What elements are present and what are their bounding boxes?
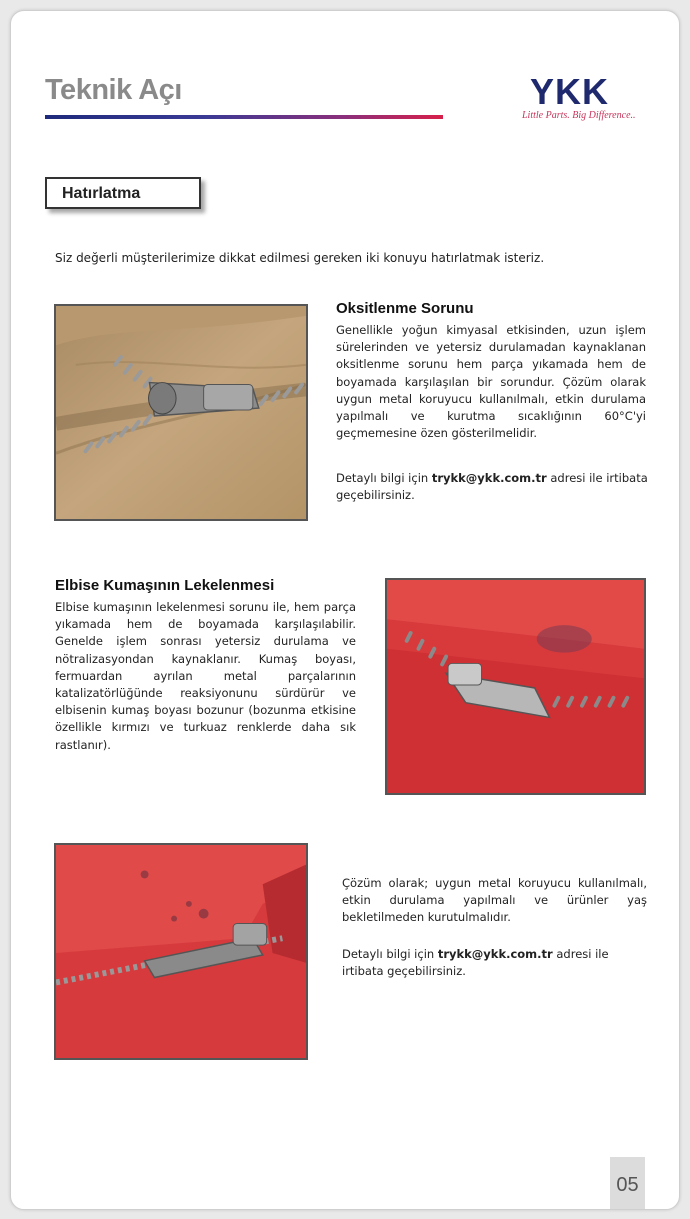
red-zipper-illustration <box>387 580 644 793</box>
solution-contact <box>342 946 647 980</box>
reminder-heading: Hatırlatma <box>62 185 141 202</box>
contact-email-link[interactable]: trykk@ykk.com.tr <box>431 471 547 485</box>
header-gradient-rule <box>45 115 443 119</box>
oxidation-zipper-photo <box>54 304 308 521</box>
staining-body: Elbise kumaşının lekelenmesi sorunu ile, hem parça yıkamada hem de boyamada karşılaşılabilir. Genelde işlem sonrası yetersiz durulama ve nötralizasyondan kaynaklanır. Kumaş boyası, fermuardan ayrılan metal parçalarının katalizatörlüğünde reaksiyonunu sürdürür ve elbisenin kumaş boyası bozunur (bozunma etkisine özellikle kırmızı ve turkuaz renklerde daha sık rastlanır). <box>55 600 356 752</box>
contact-suffix: adresi ile irtibata geçebilirsiniz. <box>342 947 609 979</box>
page-number: 05 <box>610 1157 645 1209</box>
logo-wordmark: YKK <box>530 71 610 112</box>
contact-suffix: adresi ile irtibata geçebilirsiniz. <box>336 471 648 503</box>
oxidation-contact <box>336 470 648 504</box>
contact-email-link[interactable]: trykk@ykk.com.tr <box>437 947 553 961</box>
reminder-heading-box <box>45 177 201 209</box>
intro-text: Siz değerli müşterilerimize dikkat edilmesi gereken iki konuyu hatırlatmak isteriz. <box>55 251 545 265</box>
oxidation-title: Oksitlenme Sorunu <box>336 300 474 317</box>
solution-zipper-photo <box>54 843 308 1060</box>
oxidation-body: Genellikle yoğun kimyasal etkisinden, uzun işlem sürelerinden ve yetersiz durulamadan kaynaklanan oksitlenme sorunu hem parça yıkamada hem de boyamada karşılaşılan bir sorundur. Çözüm olarak uygun metal koruyucu kullanılmalı, etkin durulama yapılmalı ve kurutma sıcaklığının 60°C'yi geçmemesine özen gösterilmelidir. <box>336 323 646 441</box>
contact-prefix: Detaylı bilgi için <box>336 471 432 485</box>
staining-zipper-photo <box>385 578 646 795</box>
ykk-logo <box>520 71 650 124</box>
khaki-zipper-illustration <box>56 306 306 519</box>
page-title: Teknik Açı <box>45 74 182 106</box>
logo-tagline: Little Parts. Big Difference.. <box>522 110 636 121</box>
staining-title: Elbise Kumaşının Lekelenmesi <box>55 577 275 594</box>
solution-body: Çözüm olarak; uygun metal koruyucu kullanılmalı, etkin durulama yapılmalı ve ürünler yaş bekletilmeden kurutulmalıdır. <box>342 876 647 925</box>
red-pocket-illustration <box>56 845 306 1058</box>
contact-prefix: Detaylı bilgi için <box>342 947 438 961</box>
